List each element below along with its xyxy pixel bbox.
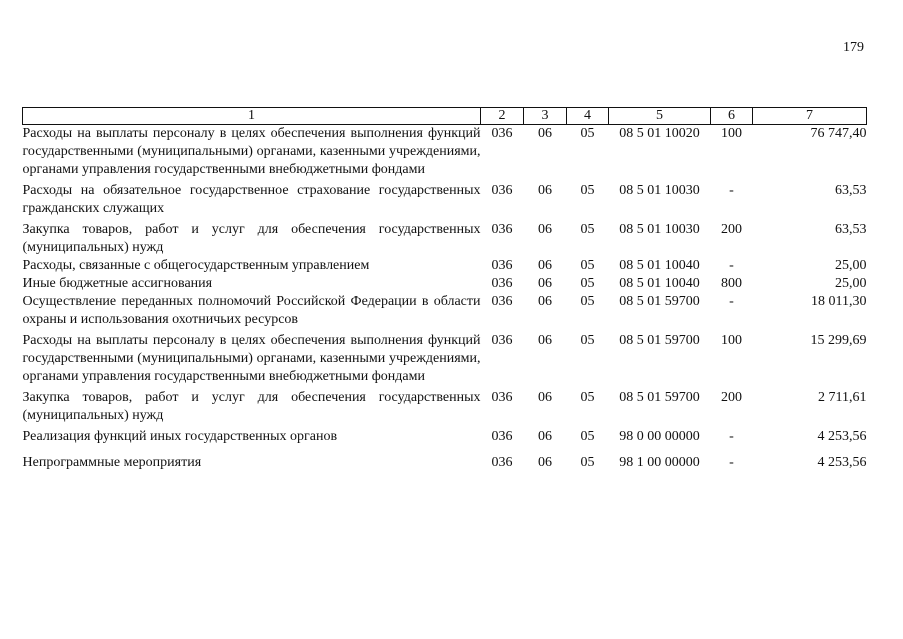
row-name: Непрограммные мероприятия xyxy=(22,455,202,470)
row-section: 06 xyxy=(538,429,552,444)
row-amount: 63,53 xyxy=(835,183,867,198)
row-section: 06 xyxy=(538,222,552,237)
row-subsection: 05 xyxy=(580,126,595,141)
row-expense-type: - xyxy=(729,455,734,470)
row-amount: 18 011,30 xyxy=(811,294,867,309)
table-row xyxy=(23,454,867,472)
table-row xyxy=(23,221,867,257)
table-row xyxy=(23,428,867,454)
row-name: Расходы, связанные с общегосударственным управлением xyxy=(22,258,370,273)
row-amount: 76 747,40 xyxy=(810,126,867,141)
row-expense-type: - xyxy=(729,429,734,444)
row-name: Расходы на обязательное государственное страхование государственных гражданских служащих xyxy=(22,183,481,216)
table-row xyxy=(23,125,867,183)
table-row xyxy=(23,275,867,293)
row-amount: 63,53 xyxy=(835,222,867,237)
row-subsection: 05 xyxy=(580,429,595,444)
row-subsection: 05 xyxy=(580,390,595,405)
row-section: 06 xyxy=(538,276,552,291)
row-subsection: 05 xyxy=(580,222,595,237)
column-header-3: 3 xyxy=(524,108,567,125)
row-expense-type: - xyxy=(729,294,734,309)
row-section: 06 xyxy=(538,390,552,405)
row-name: Осуществление переданных полномочий Российской Федерации в области охраны и использования охотничьих ресурсов xyxy=(22,294,481,327)
row-expense-type: 100 xyxy=(721,333,742,348)
column-header-6: 6 xyxy=(711,108,753,125)
row-section: 06 xyxy=(538,258,552,273)
row-target-code: 08 5 01 59700 xyxy=(619,333,700,348)
row-admin-code: 036 xyxy=(491,333,513,348)
column-header-4: 4 xyxy=(567,108,609,125)
row-admin-code: 036 xyxy=(491,294,513,309)
row-target-code: 98 1 00 00000 xyxy=(619,455,700,470)
row-admin-code: 036 xyxy=(491,455,513,470)
row-name: Иные бюджетные ассигнования xyxy=(22,276,213,291)
row-admin-code: 036 xyxy=(491,126,513,141)
row-name: Расходы на выплаты персоналу в целях обеспечения выполнения функций государственными (муниципальными) органами, казенными учреждениями, органами управления государственными внебюджетными фондами xyxy=(22,333,481,384)
row-amount: 25,00 xyxy=(835,258,867,273)
row-section: 06 xyxy=(538,294,552,309)
column-header-2: 2 xyxy=(481,108,524,125)
table-row xyxy=(23,332,867,389)
row-expense-type: 800 xyxy=(721,276,742,291)
row-target-code: 08 5 01 10030 xyxy=(619,183,700,198)
row-subsection: 05 xyxy=(580,258,595,273)
table-header-row xyxy=(23,108,867,125)
row-target-code: 08 5 01 10040 xyxy=(619,276,700,291)
row-subsection: 05 xyxy=(580,183,595,198)
row-target-code: 08 5 01 59700 xyxy=(619,294,700,309)
row-admin-code: 036 xyxy=(491,258,513,273)
row-subsection: 05 xyxy=(580,455,595,470)
row-target-code: 98 0 00 00000 xyxy=(619,429,700,444)
row-name: Закупка товаров, работ и услуг для обеспечения государственных (муниципальных) нужд xyxy=(22,390,481,423)
table-row xyxy=(23,182,867,221)
column-header-5: 5 xyxy=(609,108,711,125)
table-row xyxy=(23,293,867,332)
row-amount: 15 299,69 xyxy=(810,333,867,348)
row-admin-code: 036 xyxy=(491,183,513,198)
row-expense-type: 200 xyxy=(721,222,742,237)
budget-table xyxy=(22,107,867,472)
row-admin-code: 036 xyxy=(491,390,513,405)
row-admin-code: 036 xyxy=(491,222,513,237)
row-name: Закупка товаров, работ и услуг для обеспечения государственных (муниципальных) нужд xyxy=(22,222,481,255)
row-expense-type: - xyxy=(729,258,734,273)
page-number: 179 xyxy=(843,40,864,55)
row-expense-type: 100 xyxy=(721,126,742,141)
row-amount: 2 711,61 xyxy=(818,390,867,405)
row-expense-type: - xyxy=(729,183,734,198)
row-admin-code: 036 xyxy=(491,429,513,444)
row-section: 06 xyxy=(538,126,552,141)
table-row xyxy=(23,257,867,275)
row-target-code: 08 5 01 10040 xyxy=(619,258,700,273)
row-amount: 4 253,56 xyxy=(817,455,867,470)
column-header-1: 1 xyxy=(23,108,481,125)
row-name: Реализация функций иных государственных органов xyxy=(22,429,338,444)
row-section: 06 xyxy=(538,183,552,198)
table-row xyxy=(23,389,867,428)
row-subsection: 05 xyxy=(580,294,595,309)
row-amount: 4 253,56 xyxy=(817,429,867,444)
row-target-code: 08 5 01 10020 xyxy=(619,126,700,141)
row-subsection: 05 xyxy=(580,333,595,348)
row-expense-type: 200 xyxy=(721,390,742,405)
row-subsection: 05 xyxy=(580,276,595,291)
row-target-code: 08 5 01 59700 xyxy=(619,390,700,405)
row-section: 06 xyxy=(538,333,552,348)
row-admin-code: 036 xyxy=(491,276,513,291)
row-amount: 25,00 xyxy=(835,276,867,291)
row-section: 06 xyxy=(538,455,552,470)
row-target-code: 08 5 01 10030 xyxy=(619,222,700,237)
row-name: Расходы на выплаты персоналу в целях обеспечения выполнения функций государственными (муниципальными) органами, казенными учреждениями, органами управления государственными внебюджетными фондами xyxy=(22,126,481,177)
column-header-7: 7 xyxy=(753,108,867,125)
